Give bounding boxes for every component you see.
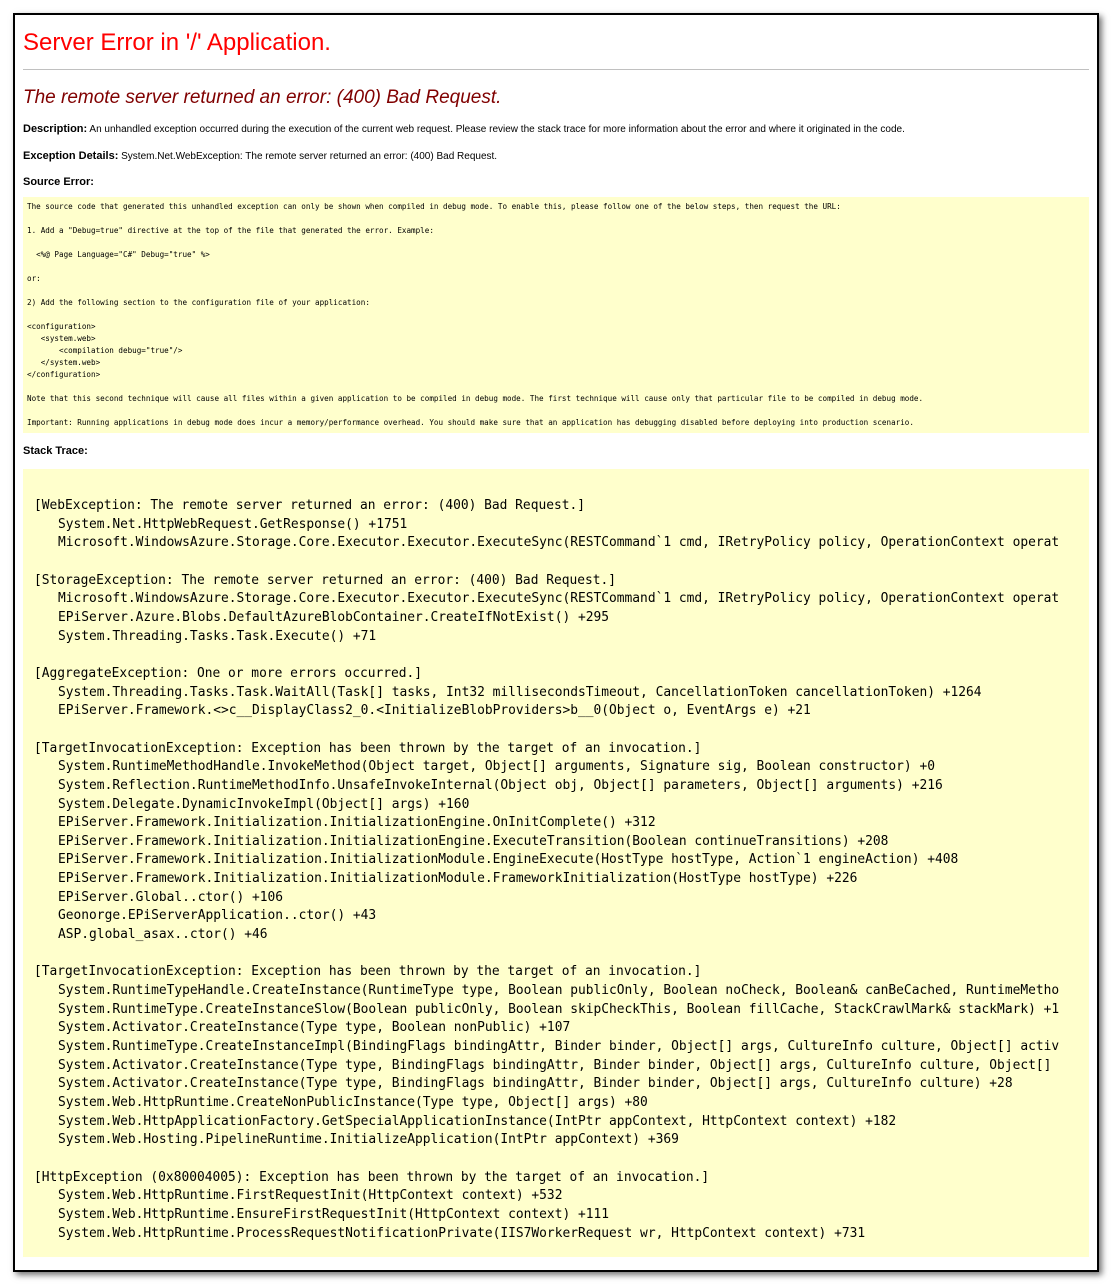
stack-trace-frame: EPiServer.Framework.<>c__DisplayClass2_0.<InitializeBlobProviders>b__0(Object o, EventArgs e) +21: [58, 703, 811, 719]
stack-trace-frame: System.Threading.Tasks.Task.Execute() +71: [58, 628, 377, 644]
stack-trace-frame: Microsoft.WindowsAzure.Storage.Core.Executor.Executor.ExecuteSync(RESTCommand`1 cmd, IRetryPolicy policy, OperationContext operat: [58, 591, 1060, 607]
source-error-line: The source code that generated this unhandled exception can only be shown when compiled in debug mode. To enable this, please follow one of the below steps, then request the URL:: [27, 202, 841, 211]
source-error-line: [27, 237, 1085, 249]
stack-trace-frame: EPiServer.Framework.Initialization.InitializationModule.FrameworkInitialization(HostType hostType) +226: [58, 871, 858, 887]
stack-trace-spacer: [34, 553, 1077, 572]
stack-trace-exception-header: [TargetInvocationException: Exception has been thrown by the target of an invocation.]: [34, 740, 702, 756]
source-error-line: [27, 213, 1085, 225]
source-error-line: Note that this second technique will cause all files within a given application to be compiled in debug mode. The first technique will cause only that particular file to be compiled in debug mode.: [27, 394, 924, 403]
stack-trace-exception-header: [StorageException: The remote server returned an error: (400) Bad Request.]: [34, 572, 617, 588]
stack-trace-frame: System.Activator.CreateInstance(Type type, Boolean nonPublic) +107: [58, 1020, 571, 1036]
title-divider: [23, 69, 1089, 70]
stack-trace-frame: EPiServer.Global..ctor() +106: [58, 889, 284, 905]
description-text: An unhandled exception occurred during the execution of the current web request. Please review the stack trace for more information about the error and where it originated in the code.: [89, 124, 905, 135]
stack-trace-frame: EPiServer.Azure.Blobs.DefaultAzureBlobContainer.CreateIfNotExist() +295: [58, 609, 610, 625]
source-error-line: [27, 381, 1085, 393]
source-error-line: [27, 261, 1085, 273]
stack-trace-spacer: [34, 1150, 1077, 1169]
stack-trace-frame: ASP.global_asax..ctor() +46: [58, 927, 268, 943]
stack-trace-frame: System.Net.HttpWebRequest.GetResponse() +1751: [58, 516, 408, 532]
stack-trace-frame: System.Activator.CreateInstance(Type type, BindingFlags bindingAttr, Binder binder, Object[] args, CultureInfo culture, Object[]: [58, 1057, 1060, 1073]
exception-label: Exception Details:: [23, 150, 119, 162]
stack-trace-frame: EPiServer.Framework.Initialization.InitializationEngine.OnInitComplete() +312: [58, 815, 656, 831]
exception-details: [23, 149, 1089, 164]
stack-trace-frame: System.RuntimeType.CreateInstanceSlow(Boolean publicOnly, Boolean skipCheckThis, Boolean fillCache, StackCrawlMark& stackMark) +1: [58, 1001, 1060, 1017]
stack-trace-frame: System.RuntimeTypeHandle.CreateInstance(RuntimeType type, Boolean publicOnly, Boolean noCheck, Boolean& canBeCached, RuntimeMetho: [58, 983, 1060, 999]
stack-trace-frame: System.Web.HttpRuntime.ProcessRequestNotificationPrivate(IIS7WorkerRequest wr, HttpContext context) +731: [58, 1225, 866, 1241]
stack-trace-exception-header: [AggregateException: One or more errors occurred.]: [34, 665, 423, 681]
source-error-line: </configuration>: [27, 370, 101, 379]
stack-trace-frame: System.Threading.Tasks.Task.WaitAll(Task[] tasks, Int32 millisecondsTimeout, CancellationToken cancellationToken) +1264: [58, 684, 982, 700]
stack-trace-block: [23, 469, 1089, 1257]
source-error-line: or:: [27, 274, 41, 283]
stack-trace-frame: System.Activator.CreateInstance(Type type, BindingFlags bindingAttr, Binder binder, Object[] args, CultureInfo culture) +28: [58, 1076, 1013, 1092]
source-error-line: <configuration>: [27, 322, 96, 331]
stack-trace-spacer: [34, 721, 1077, 740]
page-title: Server Error in '/' Application.: [23, 29, 331, 56]
error-message: The remote server returned an error: (400) Bad Request.: [23, 87, 502, 108]
stack-trace-exception-header: [WebException: The remote server returned an error: (400) Bad Request.]: [34, 498, 586, 513]
source-error-line: [27, 285, 1085, 297]
source-error-label: Source Error:: [23, 176, 94, 188]
source-error-line: </system.web>: [27, 358, 101, 367]
stack-trace-exception-header: [TargetInvocationException: Exception has been thrown by the target of an invocation.]: [34, 964, 702, 980]
stack-trace-frame: System.Web.HttpRuntime.FirstRequestInit(HttpContext context) +532: [58, 1188, 563, 1204]
stack-trace-frame: System.Delegate.DynamicInvokeImpl(Object[] args) +160: [58, 796, 470, 812]
source-error-line: <system.web>: [27, 334, 96, 343]
stack-trace-frame: System.Web.Hosting.PipelineRuntime.InitializeApplication(IntPtr appContext) +369: [58, 1132, 679, 1148]
stack-trace-frame: Geonorge.EPiServerApplication..ctor() +43: [58, 908, 377, 924]
stack-trace-frame: System.Web.HttpApplicationFactory.GetSpecialApplicationInstance(IntPtr appContext, HttpContext context) +182: [58, 1113, 897, 1129]
source-error-line: <%@ Page Language="C#" Debug="true" %>: [27, 250, 210, 259]
source-error-block: [23, 197, 1089, 433]
stack-trace-frame: EPiServer.Framework.Initialization.InitializationModule.EngineExecute(HostType hostType, Action`1 engineAction) +408: [58, 852, 959, 868]
source-error-line: Important: Running applications in debug mode does incur a memory/performance overhead. You should make sure that an application has debugging disabled before deploying into production scenario.: [27, 418, 914, 427]
stack-trace-frame: EPiServer.Framework.Initialization.InitializationEngine.ExecuteTransition(Boolean continueTransitions) +208: [58, 833, 889, 849]
stack-trace-frame: System.Web.HttpRuntime.EnsureFirstRequestInit(HttpContext context) +111: [58, 1206, 610, 1222]
source-error-line: 1. Add a "Debug=true" directive at the top of the file that generated the error. Example:: [27, 226, 434, 235]
source-error-line: [27, 405, 1085, 417]
stack-trace-frame: System.Web.HttpRuntime.CreateNonPublicInstance(Type type, Object[] args) +80: [58, 1095, 648, 1110]
description: [23, 122, 1089, 137]
source-error-line: 2) Add the following section to the configuration file of your application:: [27, 298, 370, 307]
stack-trace-spacer: [34, 646, 1077, 665]
stack-trace-exception-header: [HttpException (0x80004005): Exception has been thrown by the target of an invocation.]: [34, 1169, 710, 1185]
stack-trace-frame: System.RuntimeType.CreateInstanceImpl(BindingFlags bindingAttr, Binder binder, Object[] args, CultureInfo culture, Object[] activ: [58, 1039, 1060, 1055]
exception-text: System.Net.WebException: The remote server returned an error: (400) Bad Request.: [121, 151, 498, 162]
stack-trace-frame: System.Reflection.RuntimeMethodInfo.UnsafeInvokeInternal(Object obj, Object[] parameters, Object[] arguments) +216: [58, 777, 943, 793]
source-error-line: <compilation debug="true"/>: [27, 346, 183, 355]
stack-trace-spacer: [34, 945, 1077, 964]
source-error-line: [27, 309, 1085, 321]
description-label: Description:: [23, 123, 88, 135]
stack-trace-label: Stack Trace:: [23, 445, 88, 457]
stack-trace-frame: System.RuntimeMethodHandle.InvokeMethod(Object target, Object[] arguments, Signature sig, Boolean constructor) +0: [58, 759, 935, 775]
stack-trace-frame: Microsoft.WindowsAzure.Storage.Core.Executor.Executor.ExecuteSync(RESTCommand`1 cmd, IRetryPolicy policy, OperationContext operat: [58, 535, 1060, 551]
error-page: [13, 13, 1099, 1272]
